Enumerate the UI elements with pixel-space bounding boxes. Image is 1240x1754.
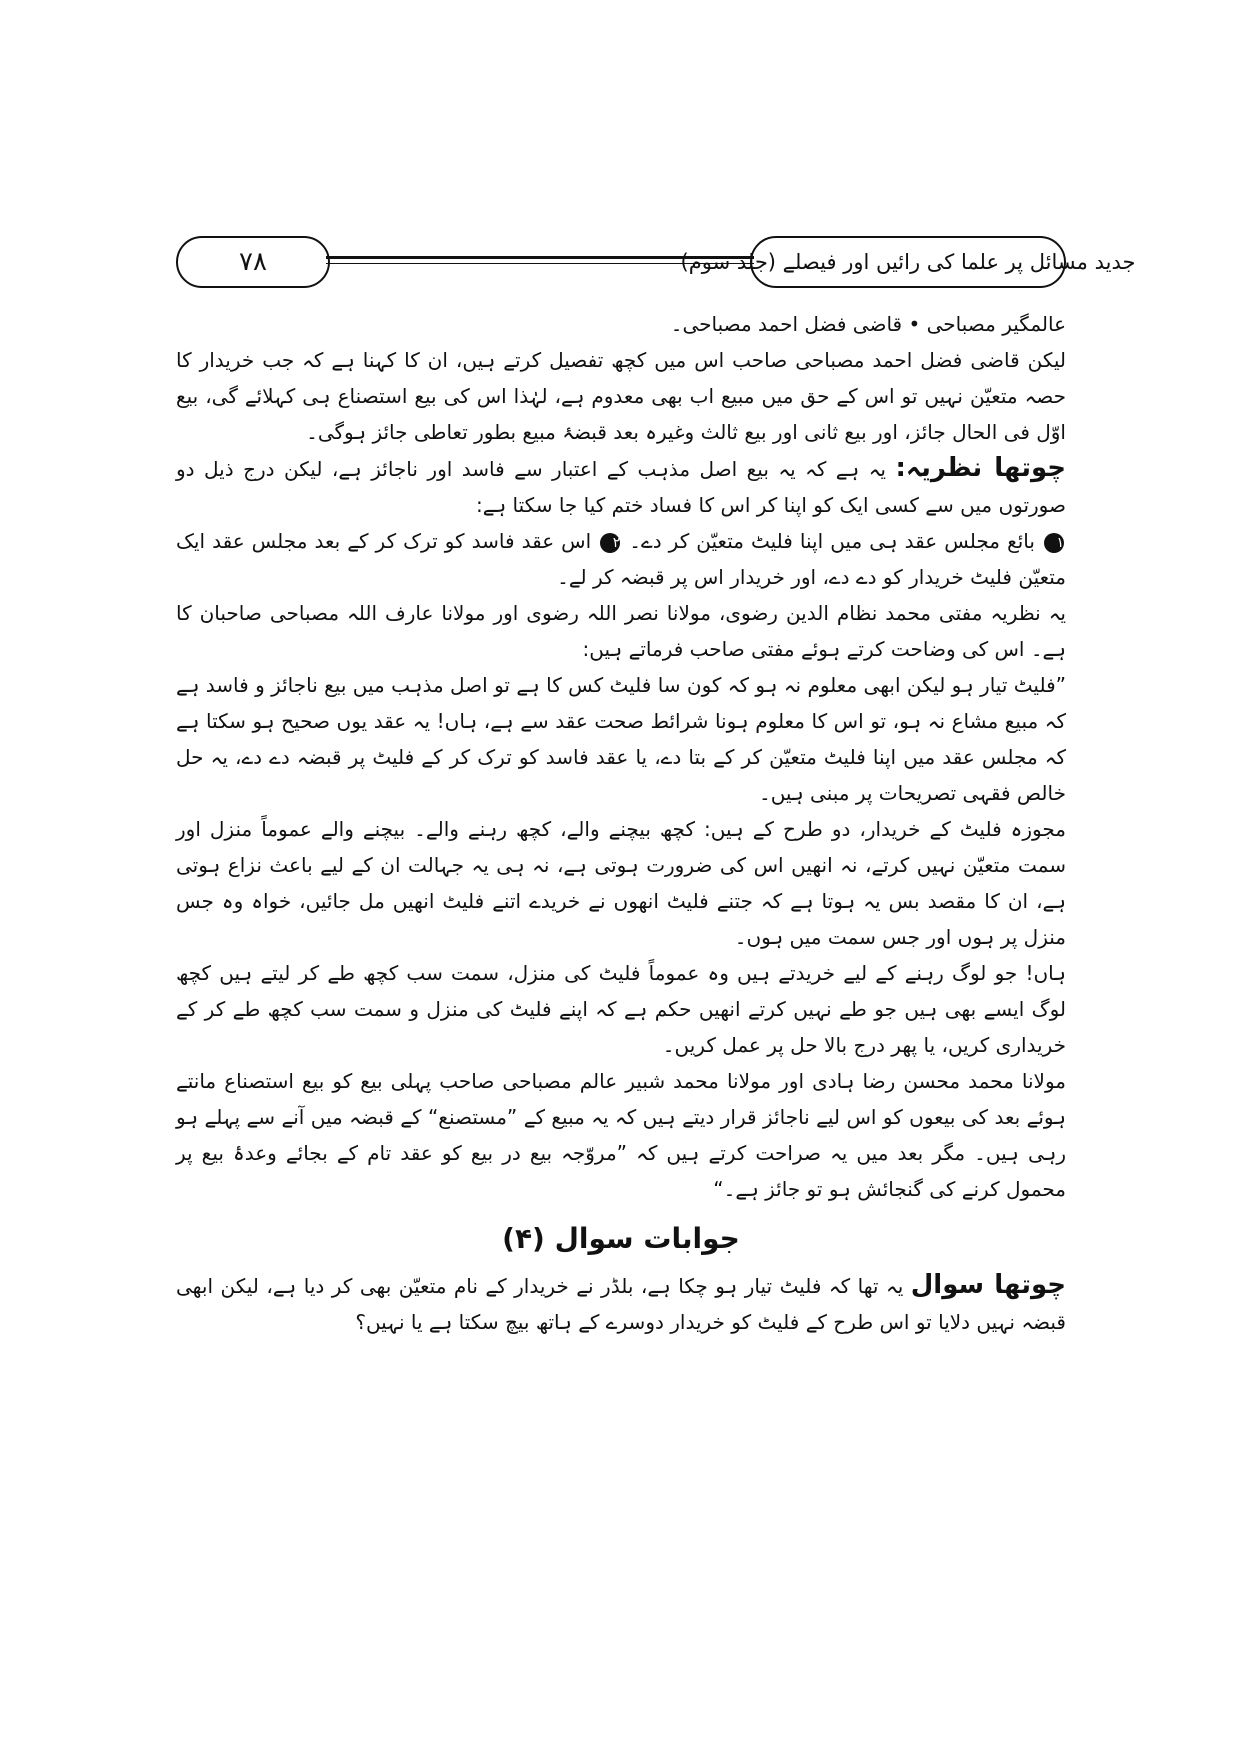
book-title-text: جدید مسائل پر علما کی رائیں اور فیصلے (جلد سوم) (680, 250, 1136, 274)
paragraph (176, 523, 1066, 595)
page-number (176, 236, 330, 288)
page-header (176, 236, 1136, 288)
paragraph: یہ نظریہ مفتی محمد نظام الدین رضوی، مولانا نصر اللہ رضوی اور مولانا عارف اللہ مصباحی صاحبان کا ہے۔ اس کی وضاحت کرتے ہوئے مفتی صاحب فرماتے ہیں: (176, 601, 1066, 661)
header-rule (326, 256, 754, 264)
question-lead: چوتھا سوال (910, 1270, 1066, 1300)
question-paragraph (176, 1267, 1066, 1340)
paragraph-lead: چوتھا نظریہ: (895, 453, 1066, 483)
paragraph-text: اس عقد فاسد کو ترک کر کے بعد مجلس عقد ایک متعیّن فلیٹ خریدار کو دے دے، اور خریدار اس پر قبضہ کر لے۔ (176, 529, 1066, 589)
paragraph (176, 450, 1066, 523)
paragraph-text: بائع مجلس عقد ہی میں اپنا فلیٹ متعیّن کر دے۔ (622, 529, 1043, 553)
paragraph: ہاں! جو لوگ رہنے کے لیے خریدتے ہیں وہ عموماً فلیٹ کی منزل، سمت سب کچھ طے کر لیتے ہیں کچھ لوگ ایسے بھی ہیں جو طے نہیں کرتے انھیں حکم ہے کہ اپنے فلیٹ کی منزل و سمت سب کچھ طے کر کے خریداری کریں، یا پھر درج بالا حل پر عمل کریں۔ (176, 961, 1066, 1057)
quote-paragraph: ”فلیٹ تیار ہو لیکن ابھی معلوم نہ ہو کہ کون سا فلیٹ کس کا ہے تو اصل مذہب میں بیع ناجائز و فاسد ہے کہ مبیع مشاع نہ ہو، تو اس کا معلوم ہونا شرائط صحت عقد سے ہے، ہاں! یہ عقد یوں صحیح ہو سکتا ہے کہ مجلس عقد میں اپنا فلیٹ متعیّن کر کے بتا دے، یا عقد فاسد کو ترک کر کے فلیٹ پر قبضہ دے دے، یہ حل خالص فقہی تصریحات پر مبنی ہیں۔ (176, 673, 1066, 805)
number-badge: ۲ (600, 533, 620, 553)
paragraph: مولانا محمد محسن رضا ہادی اور مولانا محمد شبیر عالم مصباحی صاحب پہلی بیع کو بیع استصناع مانتے ہوئے بعد کی بیعوں کو اس لیے ناجائز قرار دیتے ہیں کہ یہ مبیع کے ”مستصنع“ کے قبضہ میں آنے سے پہلے ہو رہی ہیں۔ مگر بعد میں یہ صراحت کرتے ہیں کہ ”مروّجہ بیع در بیع کو عقد تام کے بجائے وعدۂ بیع پر محمول کرنے کی گنجائش ہو تو جائز ہے۔“ (176, 1069, 1066, 1201)
book-title (680, 236, 1136, 288)
page-body (176, 306, 1066, 1340)
paragraph: لیکن قاضی فضل احمد مصباحی صاحب اس میں کچھ تفصیل کرتے ہیں، ان کا کہنا ہے کہ جب خریدار کا حصہ متعیّن نہیں تو اس کے حق میں مبیع اب بھی معدوم ہے، لہٰذا اس کی بیع استصناع ہی کہلائے گی، بیع اوّل فی الحال جائز، اور بیع ثانی اور بیع ثالث وغیرہ بعد قبضۂ مبیع بطور تعاطی جائز ہوگی۔ (176, 348, 1066, 444)
paragraph-text: یہ ہے کہ یہ بیع اصل مذہب کے اعتبار سے فاسد اور ناجائز ہے، لیکن درج ذیل دو صورتوں میں سے کسی ایک کو اپنا کر اس کا فساد ختم کیا جا سکتا ہے: (176, 457, 1066, 517)
paragraph: مجوزہ فلیٹ کے خریدار، دو طرح کے ہیں: کچھ بیچنے والے، کچھ رہنے والے۔ بیچنے والے عموماً منزل اور سمت متعیّن نہیں کرتے، نہ انھیں اس کی ضرورت ہوتی ہے، نہ ہی یہ جہالت ان کے لیے باعث نزاع ہوتی ہے، ان کا مقصد بس یہ ہوتا ہے کہ جتنے فلیٹ انھوں نے خریدے اتنے فلیٹ انھیں مل جائیں، خواہ وہ جس منزل پر ہوں اور جس سمت میں ہوں۔ (176, 817, 1066, 949)
question-text: یہ تھا کہ فلیٹ تیار ہو چکا ہے، بلڈر نے خریدار کے نام متعیّن بھی کر دیا ہے، لیکن ابھی قبضہ نہیں دلایا تو اس طرح کے فلیٹ کو خریدار دوسرے کے ہاتھ بیچ سکتا ہے یا نہیں؟ (176, 1274, 1066, 1334)
paragraph: عالمگیر مصباحی • قاضی فضل احمد مصباحی۔ (670, 312, 1066, 336)
page-number-text: ۷۸ (239, 247, 267, 277)
number-badge: ۱ (1044, 533, 1064, 553)
section-heading: جوابات سوال (۴) (502, 1222, 740, 1255)
